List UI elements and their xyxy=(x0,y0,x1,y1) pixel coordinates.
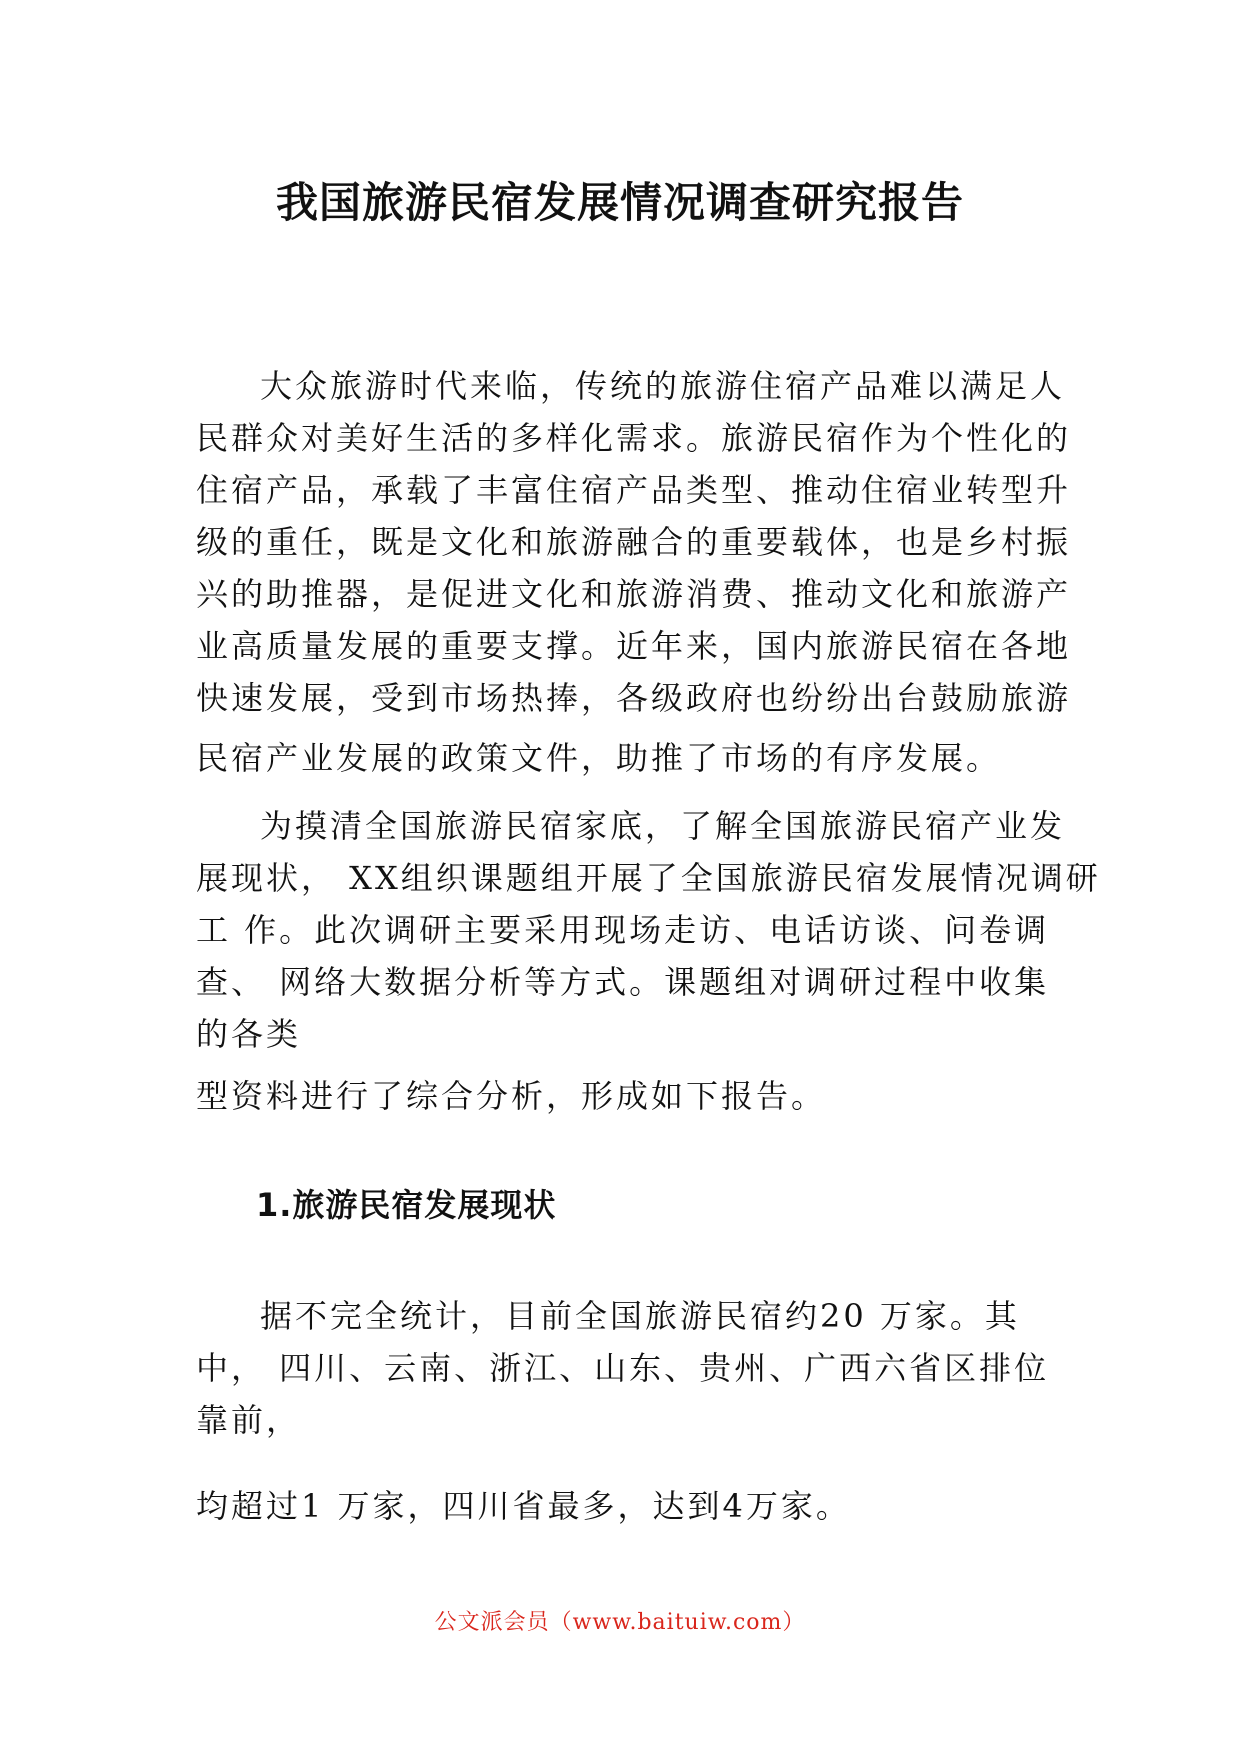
paragraph-line: 靠前， xyxy=(196,1401,302,1439)
paragraph-line: 民群众对美好生活的多样化需求。旅游民宿作为个性化的 xyxy=(196,419,1072,457)
paragraph-2-continuation xyxy=(196,1070,1056,1122)
paragraph-line: 展现状， XX组织课题组开展了全国旅游民宿发展情况调研 xyxy=(196,859,1101,897)
paragraph-line: 大众旅游时代来临，传统的旅游住宿产品难以满足人 xyxy=(260,367,1066,405)
footer-watermark: 公文派会员（www.baituiw.com） xyxy=(434,1610,806,1635)
paragraph-3 xyxy=(196,1290,1056,1446)
paragraph-line: 据不完全统计，目前全国旅游民宿约20 万家。其 xyxy=(260,1297,1020,1335)
paragraph-line: 兴的助推器，是促进文化和旅游消费、推动文化和旅游产 xyxy=(196,575,1072,613)
section-1-heading: 1.旅游民宿发展现状 xyxy=(256,1186,557,1224)
paragraph-line: 查、 网络大数据分析等方式。课题组对调研过程中收集 xyxy=(196,963,1050,1001)
paragraph-line: 业高质量发展的重要支撑。近年来，国内旅游民宿在各地 xyxy=(196,627,1072,665)
paragraph-3-continuation xyxy=(196,1480,1056,1532)
paragraph-line: 为摸清全国旅游民宿家底，了解全国旅游民宿产业发 xyxy=(260,807,1066,845)
paragraph-line: 快速发展，受到市场热捧，各级政府也纷纷出台鼓励旅游 xyxy=(196,679,1072,717)
paragraph-line: 中， 四川、云南、浙江、山东、贵州、广西六省区排位 xyxy=(196,1349,1050,1387)
paragraph-2 xyxy=(196,800,1101,1060)
paragraph-line: 型资料进行了综合分析，形成如下报告。 xyxy=(196,1077,827,1115)
paragraph-line: 的各类 xyxy=(196,1015,302,1053)
paragraph-line: 均超过1 万家，四川省最多，达到4万家。 xyxy=(196,1487,851,1525)
paragraph-line: 工 作。此次调研主要采用现场走访、电话访谈、问卷调 xyxy=(196,911,1050,949)
paragraph-1 xyxy=(196,360,1072,784)
paragraph-line: 民宿产业发展的政策文件，助推了市场的有序发展。 xyxy=(196,739,1002,777)
document-title: 我国旅游民宿发展情况调查研究报告 xyxy=(275,178,964,227)
paragraph-line: 住宿产品，承载了丰富住宿产品类型、推动住宿业转型升 xyxy=(196,471,1072,509)
paragraph-line: 级的重任，既是文化和旅游融合的重要载体，也是乡村振 xyxy=(196,523,1072,561)
